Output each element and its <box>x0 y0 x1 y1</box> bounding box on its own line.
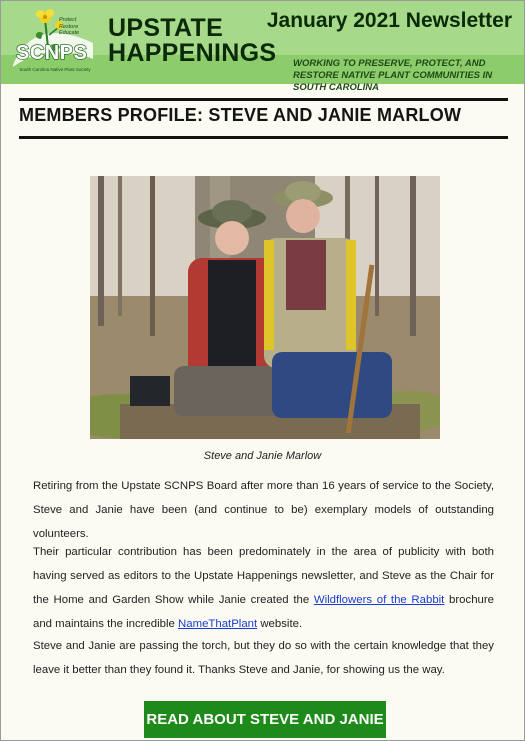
newsletter-title-line1: UPSTATE <box>108 14 224 42</box>
namethatplant-link[interactable]: NameThatPlant <box>178 618 258 630</box>
read-about-steve-and-janie-button[interactable]: READ ABOUT STEVE AND JANIE <box>144 701 386 738</box>
scnps-logo <box>5 5 97 81</box>
bottom-divider <box>19 136 508 139</box>
logo-subtitle: South Carolina Native Plant Society <box>19 67 91 72</box>
top-divider <box>19 98 508 101</box>
newsletter-banner <box>1 1 524 93</box>
paragraph-contribution-text-2: brochure and maintains the incredible <box>33 594 494 630</box>
mission-statement: WORKING TO PRESERVE, PROTECT, AND RESTORE NATIVE PLANT COMMUNITIES IN SOUTH CAROLINA <box>293 58 493 93</box>
paragraph-contribution-text-3: website. <box>257 618 303 630</box>
wildflowers-of-the-rabbit-link[interactable]: Wildflowers of the Rabbit <box>313 594 445 606</box>
paragraph-torch: Steve and Janie are passing the torch, but they do so with the certain knowledge that they leave it better than they found it. Thanks Steve and Janie, for showing us the way. <box>33 640 494 676</box>
logo-tagline: Protect Restore Educate <box>59 17 80 36</box>
paragraph-contribution-text-1: Their particular contribution has been predominately in the area of publicity with both having served as editors to the Upstate Happenings newsletter, and Steve as the Chair for the Home and Garden Show while Janie created the <box>33 546 494 606</box>
section-title: MEMBERS PROFILE: STEVE AND JANIE MARLOW <box>19 105 462 125</box>
members-photo <box>90 176 440 439</box>
photo-caption: Steve and Janie Marlow <box>203 450 322 462</box>
logo-wordmark: SCNPS <box>16 42 88 64</box>
paragraph-retiring: Retiring from the Upstate SCNPS Board after more than 16 years of service to the Society, Steve and Janie have been (and continue to be) exemplary models of outstanding volunteers. <box>33 480 494 540</box>
issue-date: January 2021 Newsletter <box>266 9 512 32</box>
newsletter-title-line2: HAPPENINGS <box>108 39 277 67</box>
paragraph-contribution <box>33 540 494 636</box>
photo-illustration <box>90 176 440 439</box>
